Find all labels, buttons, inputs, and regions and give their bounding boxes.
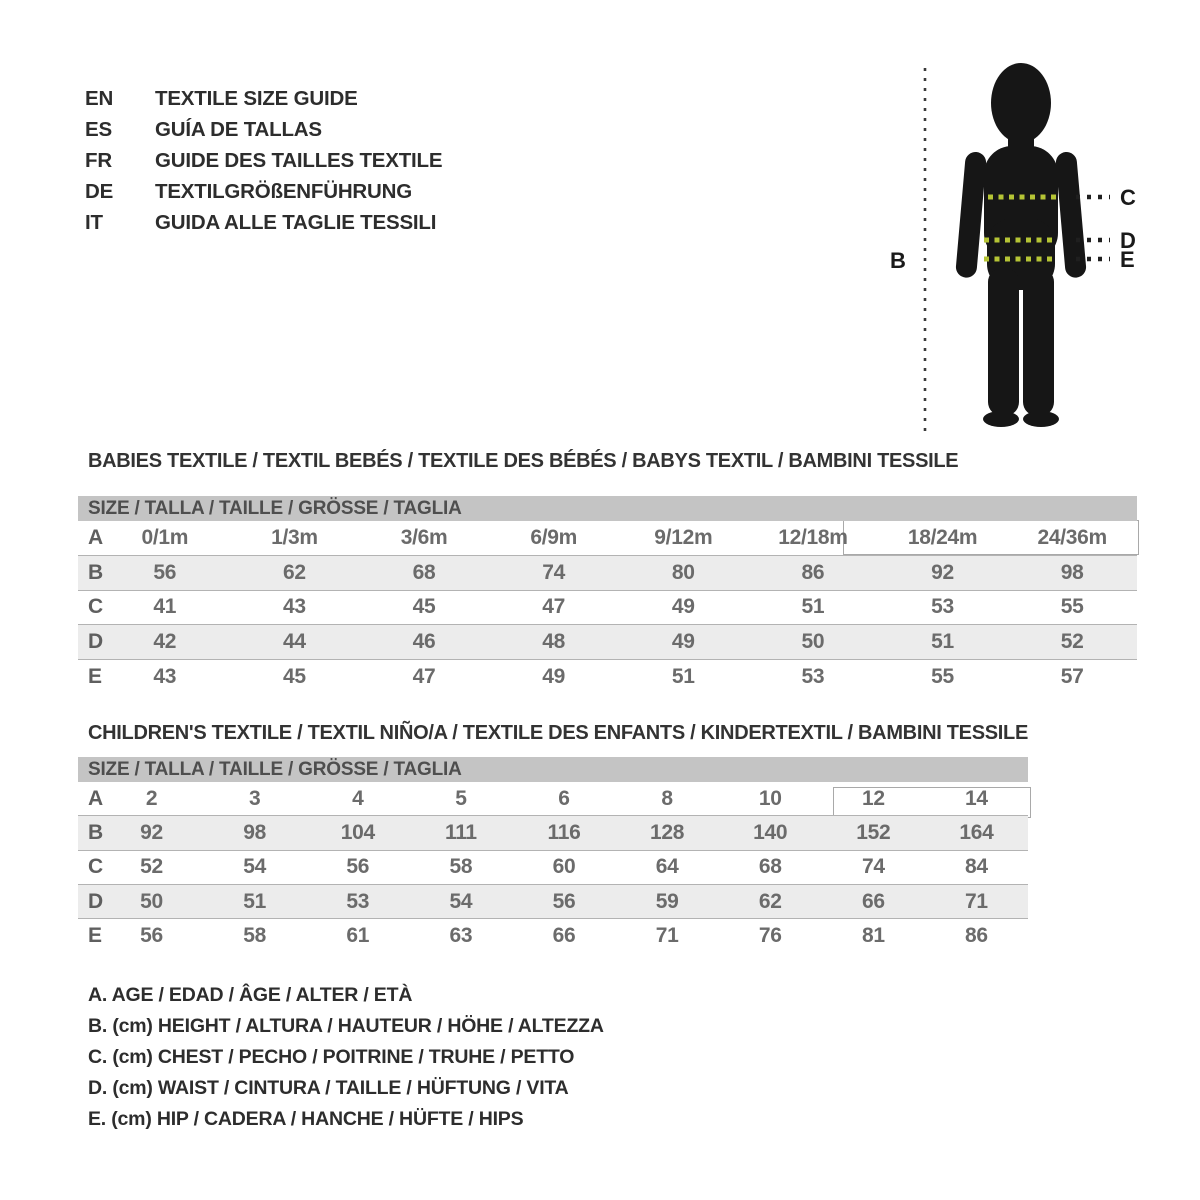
table-cell: 51 [931,630,954,654]
table-cell: 80 [671,560,695,584]
table-cell: 41 [153,595,177,619]
legend-height: B. (cm) HEIGHT / ALTURA / HAUTEUR / HÖHE / ALTEZZA [88,1015,604,1037]
table-cell: 152 [856,820,891,844]
language-title: GUÍA DE TALLAS [155,118,322,141]
babies-size-header-band: SIZE / TALLA / TAILLE / GRÖSSE / TAGLIA [78,496,1137,521]
table-cell: 63 [449,923,473,947]
table-cell: 2 [145,786,158,810]
language-title: TEXTILGRÖßENFÜHRUNG [155,180,412,203]
hip-label: E [1120,247,1135,272]
table-cell: 62 [283,560,306,584]
table-cell: 76 [758,923,782,947]
babies-section-title: BABIES TEXTILE / TEXTIL BEBÉS / TEXTILE DES BÉBÉS / BABYS TEXTIL / BAMBINI TESSILE [88,450,959,472]
table-cell: 12/18m [778,525,848,549]
table-cell: 47 [412,665,436,689]
row-label: B [88,560,103,584]
language-code: IT [85,211,103,234]
table-cell: 66 [552,923,576,947]
language-row-fr [85,145,442,176]
waist-label: D [1120,228,1136,253]
table-row-A [78,782,1028,815]
table-cell: 86 [801,560,825,584]
language-code: ES [85,118,112,141]
table-cell: 98 [1060,560,1084,584]
table-cell: 6 [558,786,570,810]
children-section-title: CHILDREN'S TEXTILE / TEXTIL NIÑO/A / TEXTILE DES ENFANTS / KINDERTEXTIL / BAMBINI TESSILE [88,722,1028,744]
row-label: E [88,665,102,689]
table-cell: 49 [671,630,695,654]
table-cell: 0/1m [141,525,189,549]
table-cell: 12 [861,786,885,810]
language-code: DE [85,180,114,203]
table-cell: 49 [542,665,566,689]
table-cell: 140 [753,820,788,844]
table-cell: 24/36m [1037,525,1107,549]
row-label: D [88,630,103,654]
table-cell: 52 [140,855,163,879]
legend-age: A. AGE / EDAD / ÂGE / ALTER / ETÀ [88,984,413,1006]
table-cell: 71 [655,923,679,947]
table-cell: 48 [542,630,566,654]
language-code: FR [85,149,112,172]
language-title: GUIDE DES TAILLES TEXTILE [155,149,443,172]
table-cell: 43 [153,665,177,689]
table-cell: 43 [283,595,306,619]
table-cell: 52 [1060,630,1084,654]
row-label: A [88,786,103,810]
table-cell: 45 [283,665,306,689]
table-cell: 68 [758,855,782,879]
table-cell: 4 [352,786,364,810]
table-cell: 74 [861,855,885,879]
table-cell: 60 [552,855,576,879]
table-cell: 9/12m [654,525,713,549]
table-cell: 3 [248,786,261,810]
table-cell: 51 [671,665,695,689]
table-cell: 50 [140,889,163,913]
row-label: C [88,595,103,619]
chest-label: C [1120,185,1136,210]
table-cell: 61 [346,923,370,947]
table-cell: 57 [1060,665,1084,689]
table-cell: 47 [542,595,566,619]
table-cell: 51 [243,889,267,913]
measurement-legend [88,980,604,1135]
table-cell: 81 [861,923,885,947]
table-cell: 71 [965,889,988,913]
legend-chest: C. (cm) CHEST / PECHO / POITRINE / TRUHE / PETTO [88,1046,575,1068]
table-row-C [78,850,1028,884]
table-cell: 66 [861,889,885,913]
language-row-de [85,176,442,207]
table-cell: 53 [931,595,954,619]
language-title: TEXTILE SIZE GUIDE [155,87,358,110]
legend-waist: D. (cm) WAIST / CINTURA / TAILLE / HÜFTUNG / VITA [88,1077,569,1099]
table-cell: 56 [140,923,163,947]
table-cell: 55 [931,665,954,689]
table-cell: 104 [340,820,375,844]
row-label: C [88,855,103,879]
table-cell: 44 [283,630,306,654]
table-cell: 54 [449,889,473,913]
table-row-E [78,918,1028,952]
table-cell: 50 [801,630,825,654]
table-cell: 56 [346,855,370,879]
table-row-E [78,659,1137,694]
table-cell: 56 [552,889,576,913]
row-label: A [88,525,103,549]
height-label: B [890,248,906,273]
table-cell: 51 [801,595,825,619]
row-label: D [88,889,103,913]
table-cell: 8 [661,786,673,810]
legend-hip: E. (cm) HIP / CADERA / HANCHE / HÜFTE / HIPS [88,1108,524,1130]
children-size-table [78,757,1028,952]
table-cell: 84 [965,855,988,879]
table-cell: 62 [758,889,782,913]
babies-size-table [78,496,1137,694]
table-cell: 116 [547,820,581,844]
table-row-B [78,555,1137,590]
table-cell: 5 [455,786,467,810]
table-cell: 1/3m [271,525,318,549]
table-cell: 164 [959,820,994,844]
table-cell: 92 [931,560,954,584]
table-row-C [78,590,1137,625]
table-cell: 3/6m [400,525,448,549]
language-title-list [85,83,442,238]
table-cell: 111 [444,820,477,844]
table-cell: 56 [153,560,177,584]
row-label: B [88,820,103,844]
table-cell: 92 [140,820,163,844]
table-cell: 6/9m [530,525,578,549]
table-cell: 45 [412,595,436,619]
table-cell: 53 [346,889,370,913]
table-row-A [78,521,1137,555]
table-cell: 18/24m [907,525,978,549]
language-title: GUIDA ALLE TAGLIE TESSILI [155,211,437,234]
table-cell: 53 [801,665,825,689]
table-row-B [78,815,1028,849]
table-cell: 55 [1060,595,1084,619]
child-silhouette-icon [955,63,1087,427]
table-cell: 14 [965,786,988,810]
table-cell: 58 [243,923,267,947]
table-cell: 68 [412,560,436,584]
table-cell: 46 [412,630,436,654]
language-code: EN [85,87,114,110]
table-cell: 49 [671,595,695,619]
table-cell: 10 [758,786,782,810]
table-cell: 42 [153,630,177,654]
table-cell: 86 [965,923,988,947]
row-label: E [88,923,102,947]
table-row-D [78,624,1137,659]
language-row-it [85,207,442,238]
table-cell: 58 [449,855,473,879]
table-row-D [78,884,1028,918]
language-row-en [85,83,442,114]
table-cell: 54 [243,855,267,879]
table-cell: 74 [542,560,566,584]
language-row-es [85,114,442,145]
table-cell: 64 [655,855,679,879]
table-cell: 128 [650,820,685,844]
table-cell: 98 [243,820,267,844]
children-size-header-band: SIZE / TALLA / TAILLE / GRÖSSE / TAGLIA [78,757,1028,782]
table-cell: 59 [655,889,679,913]
child-measurement-figure [880,40,1170,450]
